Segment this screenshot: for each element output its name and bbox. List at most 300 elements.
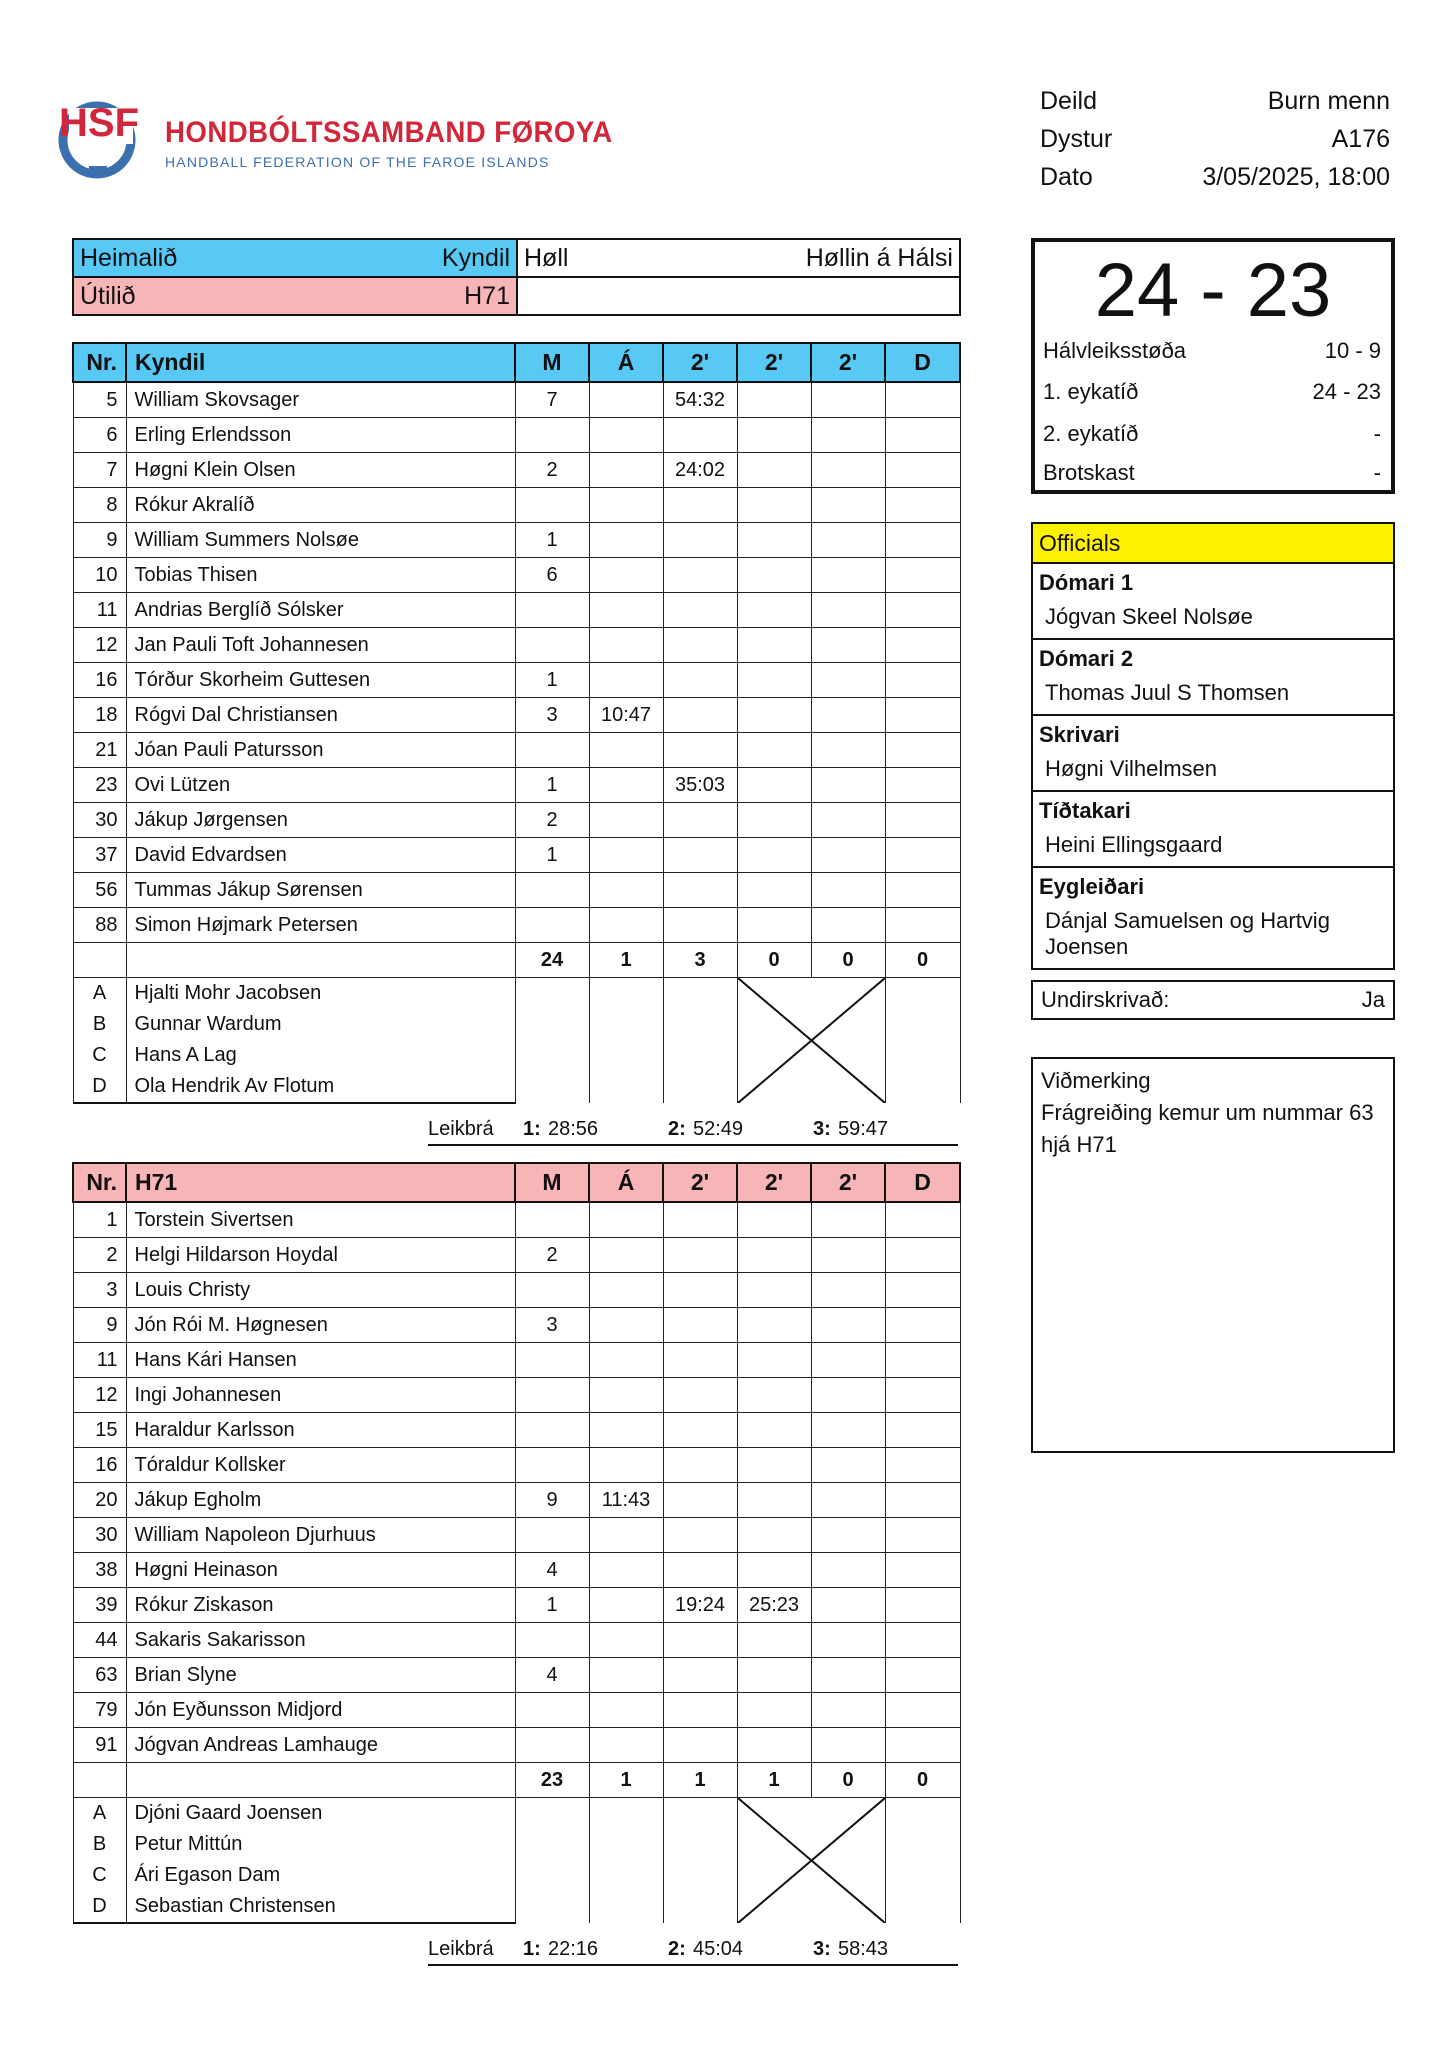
player-stat-p1 — [663, 418, 737, 453]
player-number: 15 — [73, 1413, 126, 1448]
player-stat-p2 — [737, 1273, 811, 1308]
player-number: 16 — [73, 663, 126, 698]
player-stat-m — [515, 873, 589, 908]
player-stat-m — [515, 1693, 589, 1728]
roster-header-row — [73, 1163, 960, 1202]
player-stat-p2 — [737, 733, 811, 768]
player-number: 79 — [73, 1693, 126, 1728]
player-stat-d — [885, 733, 960, 768]
player-row — [73, 1693, 960, 1728]
player-stat-p3 — [811, 1588, 885, 1623]
player-stat-a — [589, 1413, 663, 1448]
timeout-3: 58:43 — [838, 1938, 889, 1960]
player-stat-p2 — [737, 1378, 811, 1413]
player-name: William Summers Nolsøe — [126, 523, 515, 558]
player-number: 39 — [73, 1588, 126, 1623]
player-row — [73, 1623, 960, 1658]
player-stat-p1 — [663, 1658, 737, 1693]
player-stat-p3 — [811, 593, 885, 628]
signature-label: Undirskrivað: — [1041, 987, 1170, 1012]
player-stat-p3 — [811, 1413, 885, 1448]
player-number: 21 — [73, 733, 126, 768]
player-stat-d — [885, 873, 960, 908]
player-stat-a — [589, 663, 663, 698]
player-stat-d — [885, 1518, 960, 1553]
player-stat-p2 — [737, 1693, 811, 1728]
player-stat-a — [589, 1202, 663, 1238]
officials-title: Officials — [1033, 524, 1393, 564]
column-header-p2: 2' — [737, 343, 811, 382]
player-row — [73, 1588, 960, 1623]
player-stat-d — [885, 1308, 960, 1343]
match-info — [1040, 82, 1390, 196]
player-row — [73, 733, 960, 768]
player-stat-a — [589, 418, 663, 453]
player-stat-p2 — [737, 1308, 811, 1343]
player-stat-d — [885, 1343, 960, 1378]
player-number: 7 — [73, 453, 126, 488]
federation-logo — [55, 88, 613, 198]
team-official-letter: A — [73, 978, 126, 1010]
timeout-2: 45:04 — [693, 1938, 744, 1960]
player-stat-p3 — [811, 1728, 885, 1763]
column-header-team: Kyndil — [126, 343, 515, 382]
player-stat-a — [589, 1448, 663, 1483]
player-stat-m: 1 — [515, 1588, 589, 1623]
player-stat-p2 — [737, 1728, 811, 1763]
player-row — [73, 628, 960, 663]
player-name: Høgni Heinason — [126, 1553, 515, 1588]
player-stat-p2 — [737, 1238, 811, 1273]
player-stat-m — [515, 1448, 589, 1483]
player-stat-p1 — [663, 1483, 737, 1518]
player-stat-d — [885, 1448, 960, 1483]
player-number: 12 — [73, 1378, 126, 1413]
player-stat-p3 — [811, 768, 885, 803]
player-stat-p1 — [663, 1378, 737, 1413]
official-p1-cell — [663, 978, 737, 1104]
final-score: 24 - 23 — [1094, 248, 1332, 333]
total-p1: 3 — [663, 943, 737, 978]
timeout-label: Leikbrá — [428, 1118, 494, 1140]
score-row-label: Brotskast — [1043, 460, 1135, 485]
player-name: Hans Kári Hansen — [126, 1343, 515, 1378]
score-row-value: 10 - 9 — [1324, 338, 1381, 363]
home-team-name: Kyndil — [441, 243, 510, 272]
timeout-3-label: 3: — [813, 1938, 831, 1960]
player-stat-a — [589, 453, 663, 488]
player-stat-d — [885, 803, 960, 838]
player-stat-a — [589, 593, 663, 628]
official-name: Heini Ellingsgaard — [1033, 828, 1393, 868]
team-official-name: Ola Hendrik Av Flotum — [126, 1071, 515, 1103]
official-m-cell — [515, 1798, 589, 1924]
player-stat-p2 — [737, 453, 811, 488]
officials-box — [1031, 522, 1395, 970]
player-number: 88 — [73, 908, 126, 943]
timeout-2-label: 2: — [668, 1938, 686, 1960]
player-stat-p1 — [663, 1448, 737, 1483]
team-official-name: Gunnar Wardum — [126, 1009, 515, 1040]
player-number: 18 — [73, 698, 126, 733]
timeout-2: 52:49 — [693, 1118, 744, 1140]
player-stat-m — [515, 1623, 589, 1658]
player-name: Jón Rói M. Høgnesen — [126, 1308, 515, 1343]
column-header-a: Á — [589, 343, 663, 382]
player-stat-p2 — [737, 523, 811, 558]
player-stat-m: 1 — [515, 838, 589, 873]
player-stat-a — [589, 1588, 663, 1623]
player-row — [73, 838, 960, 873]
score-row-value: - — [1373, 460, 1381, 485]
player-stat-a — [589, 1378, 663, 1413]
player-stat-p3 — [811, 1343, 885, 1378]
player-name: William Skovsager — [126, 382, 515, 418]
crossed-out-cell — [737, 978, 885, 1104]
player-stat-m — [515, 1413, 589, 1448]
player-stat-m: 2 — [515, 453, 589, 488]
player-name: Tobias Thisen — [126, 558, 515, 593]
player-stat-a — [589, 523, 663, 558]
player-row — [73, 663, 960, 698]
timeout-3: 59:47 — [838, 1118, 889, 1140]
player-row — [73, 523, 960, 558]
total-d: 0 — [885, 943, 960, 978]
player-name: Erling Erlendsson — [126, 418, 515, 453]
total-m: 23 — [515, 1763, 589, 1798]
player-stat-d — [885, 1623, 960, 1658]
player-number: 30 — [73, 1518, 126, 1553]
player-stat-m — [515, 1273, 589, 1308]
player-stat-d — [885, 768, 960, 803]
player-stat-p3 — [811, 1658, 885, 1693]
home-timeouts — [428, 1114, 958, 1146]
official-name: Thomas Juul S Thomsen — [1033, 676, 1393, 716]
timeout-1-label: 1: — [523, 1938, 541, 1960]
total-p2: 1 — [737, 1763, 811, 1798]
player-stat-p1 — [663, 733, 737, 768]
player-stat-p1 — [663, 1202, 737, 1238]
column-header-d: D — [885, 343, 960, 382]
player-stat-p1: 24:02 — [663, 453, 737, 488]
home-team-cell — [73, 239, 517, 277]
player-stat-p3 — [811, 558, 885, 593]
player-name: Brian Slyne — [126, 1658, 515, 1693]
player-number: 6 — [73, 418, 126, 453]
info-label: Dato — [1040, 163, 1093, 191]
player-stat-p1 — [663, 1238, 737, 1273]
totals-empty — [73, 1763, 126, 1798]
player-stat-p1 — [663, 1413, 737, 1448]
away-timeouts — [428, 1934, 958, 1966]
player-stat-m — [515, 1728, 589, 1763]
score-row-label: 1. eykatíð — [1043, 379, 1139, 404]
player-stat-p1 — [663, 1693, 737, 1728]
player-stat-m — [515, 593, 589, 628]
player-number: 10 — [73, 558, 126, 593]
player-stat-p3 — [811, 1238, 885, 1273]
signature-row — [1031, 980, 1395, 1020]
column-header-p1: 2' — [663, 343, 737, 382]
player-stat-p3 — [811, 1623, 885, 1658]
score-box — [1031, 238, 1395, 494]
team-official-name: Petur Mittún — [126, 1829, 515, 1860]
player-row — [73, 1273, 960, 1308]
svg-text:HSF: HSF — [59, 101, 139, 145]
player-stat-d — [885, 1202, 960, 1238]
team-official-letter: C — [73, 1860, 126, 1891]
player-number: 37 — [73, 838, 126, 873]
team-official-letter: C — [73, 1040, 126, 1071]
player-name: Tórður Skorheim Guttesen — [126, 663, 515, 698]
player-stat-p2 — [737, 1518, 811, 1553]
player-row — [73, 1448, 960, 1483]
score-row-value: 24 - 23 — [1312, 379, 1381, 404]
player-name: Ovi Lützen — [126, 768, 515, 803]
column-header-p2: 2' — [737, 1163, 811, 1202]
crossed-out-cell — [737, 1798, 885, 1924]
player-stat-d — [885, 838, 960, 873]
player-stat-p2 — [737, 908, 811, 943]
player-stat-a — [589, 1553, 663, 1588]
player-stat-d — [885, 593, 960, 628]
player-number: 44 — [73, 1623, 126, 1658]
federation-subtitle: HANDBALL FEDERATION OF THE FAROE ISLANDS — [165, 154, 550, 170]
timeout-1: 28:56 — [548, 1118, 599, 1140]
column-header-p1: 2' — [663, 1163, 737, 1202]
player-stat-a — [589, 873, 663, 908]
player-stat-a — [589, 1238, 663, 1273]
column-header-nr: Nr. — [73, 343, 126, 382]
player-stat-p3 — [811, 873, 885, 908]
player-name: David Edvardsen — [126, 838, 515, 873]
player-number: 11 — [73, 593, 126, 628]
empty-cell — [517, 277, 960, 315]
player-stat-d — [885, 663, 960, 698]
player-number: 20 — [73, 1483, 126, 1518]
player-name: Sakaris Sakarisson — [126, 1623, 515, 1658]
official-p1-cell — [663, 1798, 737, 1924]
home-roster-table — [72, 342, 961, 1104]
player-stat-p2 — [737, 1448, 811, 1483]
totals-empty — [73, 943, 126, 978]
player-stat-a — [589, 1343, 663, 1378]
player-stat-p3 — [811, 382, 885, 418]
official-d-cell — [885, 978, 960, 1104]
player-stat-m: 3 — [515, 698, 589, 733]
player-stat-m: 1 — [515, 523, 589, 558]
score-row-value: - — [1373, 421, 1381, 446]
info-label: Dystur — [1040, 125, 1113, 153]
player-name: Høgni Klein Olsen — [126, 453, 515, 488]
player-row — [73, 1413, 960, 1448]
column-header-m: M — [515, 1163, 589, 1202]
player-stat-p2 — [737, 382, 811, 418]
player-stat-p1 — [663, 803, 737, 838]
player-name: Jan Pauli Toft Johannesen — [126, 628, 515, 663]
team-official-letter: B — [73, 1009, 126, 1040]
player-row — [73, 488, 960, 523]
player-name: Andrias Berglíð Sólsker — [126, 593, 515, 628]
player-stat-a — [589, 838, 663, 873]
away-team-cell — [73, 277, 517, 315]
player-stat-a — [589, 1728, 663, 1763]
player-stat-a — [589, 908, 663, 943]
column-header-m: M — [515, 343, 589, 382]
player-row — [73, 558, 960, 593]
player-stat-p1 — [663, 1623, 737, 1658]
cross-icon — [738, 978, 885, 1103]
player-stat-p2 — [737, 418, 811, 453]
player-stat-m: 3 — [515, 1308, 589, 1343]
official-name: Høgni Vilhelmsen — [1033, 752, 1393, 792]
official-role: Skrivari — [1039, 722, 1120, 747]
player-name: Rókur Akralíð — [126, 488, 515, 523]
info-value: Burn menn — [1267, 87, 1390, 115]
player-stat-m — [515, 418, 589, 453]
player-row — [73, 768, 960, 803]
player-stat-p1 — [663, 523, 737, 558]
totals-row — [73, 1763, 960, 1798]
player-stat-p3 — [811, 488, 885, 523]
player-stat-p3 — [811, 1202, 885, 1238]
timeout-2-label: 2: — [668, 1118, 686, 1140]
player-stat-d — [885, 1658, 960, 1693]
player-stat-a: 11:43 — [589, 1483, 663, 1518]
total-p3: 0 — [811, 943, 885, 978]
player-stat-a — [589, 803, 663, 838]
player-number: 8 — [73, 488, 126, 523]
player-stat-p2 — [737, 768, 811, 803]
score-row-label: 2. eykatíð — [1043, 421, 1139, 446]
player-name: Louis Christy — [126, 1273, 515, 1308]
player-stat-d — [885, 1728, 960, 1763]
official-a-cell — [589, 1798, 663, 1924]
player-stat-p3 — [811, 908, 885, 943]
player-stat-d — [885, 523, 960, 558]
player-name: Jákup Jørgensen — [126, 803, 515, 838]
player-stat-d — [885, 488, 960, 523]
total-p2: 0 — [737, 943, 811, 978]
player-stat-p3 — [811, 663, 885, 698]
team-official-name: Djóni Gaard Joensen — [126, 1798, 515, 1830]
player-name: William Napoleon Djurhuus — [126, 1518, 515, 1553]
player-number: 16 — [73, 1448, 126, 1483]
player-stat-p1 — [663, 1518, 737, 1553]
player-stat-p1 — [663, 1273, 737, 1308]
player-stat-p2 — [737, 1623, 811, 1658]
venue-label: Høll — [524, 243, 569, 272]
player-stat-p3 — [811, 1693, 885, 1728]
player-name: Tummas Jákup Sørensen — [126, 873, 515, 908]
remarks-text: Frágreiðing kemur um nummar 63 hjá H71 — [1041, 1100, 1374, 1157]
player-row — [73, 1308, 960, 1343]
player-stat-p1 — [663, 838, 737, 873]
player-stat-m — [515, 1378, 589, 1413]
player-name: Simon Højmark Petersen — [126, 908, 515, 943]
player-stat-m — [515, 628, 589, 663]
official-a-cell — [589, 978, 663, 1104]
info-value: 3/05/2025, 18:00 — [1202, 163, 1390, 191]
roster-header-row — [73, 343, 960, 382]
player-stat-p1 — [663, 1728, 737, 1763]
player-stat-m — [515, 1343, 589, 1378]
player-stat-m — [515, 908, 589, 943]
player-row — [73, 1202, 960, 1238]
player-stat-p1 — [663, 628, 737, 663]
federation-name: HONDBÓLTSSAMBAND FØROYA — [165, 116, 613, 149]
home-label: Heimalið — [80, 243, 178, 272]
player-row — [73, 803, 960, 838]
total-d: 0 — [885, 1763, 960, 1798]
player-stat-d — [885, 628, 960, 663]
player-row — [73, 698, 960, 733]
totals-empty — [126, 943, 515, 978]
score-row-label: Hálvleiksstøða — [1043, 338, 1187, 363]
player-row — [73, 453, 960, 488]
timeout-3-label: 3: — [813, 1118, 831, 1140]
totals-empty — [126, 1763, 515, 1798]
player-stat-p1 — [663, 908, 737, 943]
player-stat-p3 — [811, 1448, 885, 1483]
player-stat-p2 — [737, 593, 811, 628]
venue-cell — [517, 239, 960, 277]
player-stat-a — [589, 558, 663, 593]
team-official-name: Sebastian Christensen — [126, 1891, 515, 1923]
player-row — [73, 1343, 960, 1378]
player-number: 1 — [73, 1202, 126, 1238]
player-name: Rógvi Dal Christiansen — [126, 698, 515, 733]
player-stat-d — [885, 1588, 960, 1623]
player-stat-m: 9 — [515, 1483, 589, 1518]
player-stat-p3 — [811, 698, 885, 733]
team-official-row — [73, 978, 960, 1010]
player-stat-m — [515, 1202, 589, 1238]
player-stat-a — [589, 488, 663, 523]
player-number: 9 — [73, 523, 126, 558]
player-stat-p3 — [811, 1518, 885, 1553]
player-stat-p2 — [737, 803, 811, 838]
away-label: Útilið — [80, 281, 136, 310]
player-stat-p3 — [811, 453, 885, 488]
total-p1: 1 — [663, 1763, 737, 1798]
player-stat-d — [885, 1693, 960, 1728]
player-number: 91 — [73, 1728, 126, 1763]
player-row — [73, 1553, 960, 1588]
column-header-team: H71 — [126, 1163, 515, 1202]
player-row — [73, 418, 960, 453]
player-stat-d — [885, 1483, 960, 1518]
player-stat-p3 — [811, 838, 885, 873]
player-stat-p1 — [663, 1308, 737, 1343]
player-name: Haraldur Karlsson — [126, 1413, 515, 1448]
player-stat-p2 — [737, 1483, 811, 1518]
player-row — [73, 1518, 960, 1553]
total-a: 1 — [589, 943, 663, 978]
column-header-d: D — [885, 1163, 960, 1202]
player-stat-p2 — [737, 488, 811, 523]
total-p3: 0 — [811, 1763, 885, 1798]
player-stat-p3 — [811, 418, 885, 453]
player-number: 23 — [73, 768, 126, 803]
player-row — [73, 1378, 960, 1413]
player-number: 38 — [73, 1553, 126, 1588]
column-header-p3: 2' — [811, 343, 885, 382]
player-name: Torstein Sivertsen — [126, 1202, 515, 1238]
player-stat-p2 — [737, 1202, 811, 1238]
away-roster-table — [72, 1162, 961, 1924]
player-number: 5 — [73, 382, 126, 418]
